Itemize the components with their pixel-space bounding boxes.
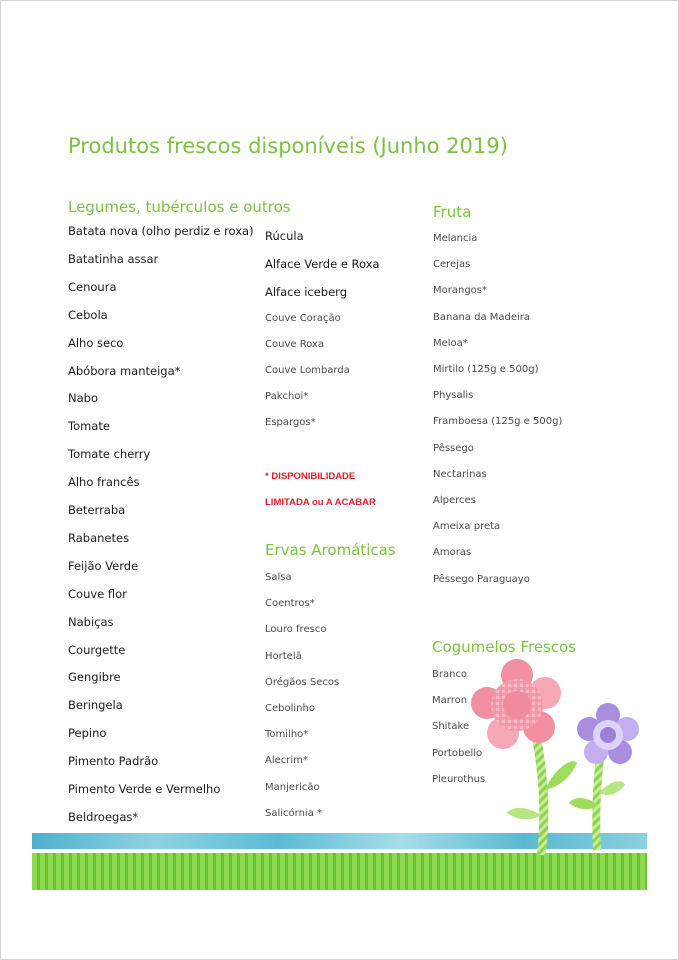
list-item: Pakchoi* [265,391,309,403]
list-item: Rúcula [265,229,304,243]
list-item: Alho seco [68,335,124,350]
list-item: Nabiças [68,614,114,629]
list-item: Banana da Madeira [433,311,531,323]
list-item: Feijão Verde [68,558,139,573]
list-item: Morangos* [433,285,487,297]
list-item: Cebolinho [265,703,315,714]
list-item: Orégãos Secos [265,676,340,688]
list-item: Pleurothus [432,773,486,785]
list-item: Pimento Padrão [68,754,159,769]
list-item: Gengibre [68,670,121,685]
list-item: Tomate cherry [68,447,151,462]
list-item: Alface iceberg [265,285,348,299]
list-item: Alperces [433,495,476,506]
list-item: Batatinha assar [68,251,159,266]
list-item: Espargos* [265,417,316,429]
list-item: Pêssego [433,442,474,454]
availability-notice-line1: * DISPONIBILIDADE [265,471,356,482]
list-item: Branco [432,669,468,680]
list-item: Nabo [68,391,98,406]
list-item: Mirtilo (125g e 500g) [433,364,539,375]
pink-flower [471,659,561,749]
list-item: Batata nova (olho perdiz e roxa) [68,224,254,238]
list-item: Marron [432,695,468,707]
list-item: Beringela [68,698,123,713]
list-item: Pêssego Paraguayo [433,573,530,585]
list-item: Couve Roxa [265,339,325,351]
list-item: Cerejas [433,259,471,271]
list-item: Rabanetes [68,530,130,545]
list-item: Pimento Verde e Vermelho [68,782,221,796]
list-item: Physalis [433,390,474,402]
list-item: Louro fresco [265,624,327,636]
list-item: Courgette [68,642,126,657]
section-heading-legumes: Legumes, tubérculos e outros [68,198,291,216]
list-item: Couve Coração [265,313,341,324]
list-item: Abóbora manteiga* [68,363,181,378]
list-item: Melancia [433,233,478,244]
purple-flower [577,703,639,764]
list-item: Couve Lombarda [265,365,350,377]
section-heading-cogumelos: Cogumelos Frescos [432,638,577,656]
list-item: Alho francês [68,475,140,490]
list-item: Manjericão [265,781,320,793]
list-item: Alecrim* [265,755,308,767]
flowers-illustration [455,655,655,860]
list-item: Tomate [68,419,110,434]
list-item: Framboesa (125g e 500g) [433,416,563,428]
list-item: Hortelã [265,650,302,662]
list-item: Coentros* [265,598,315,610]
availability-notice-line2: LIMITADA ou A ACABAR [265,497,376,508]
page-title: Produtos frescos disponíveis (Junho 2019) [68,134,508,158]
section-heading-fruta: Fruta [433,203,472,221]
list-item: Cebola [68,307,108,322]
list-item: Beterraba [68,503,126,517]
list-item: Salicórnia * [265,807,323,819]
list-item: Shitake [432,721,470,733]
list-item: Meloa* [433,337,468,349]
section-heading-ervas: Ervas Aromáticas [265,541,396,559]
list-item: Tomilho* [265,729,309,741]
list-item: Ameixa preta [433,521,501,533]
list-item: Salsa [265,572,292,583]
list-item: Couve flor [68,586,127,601]
list-item: Alface Verde e Roxa [265,257,380,271]
list-item: Amoras [433,547,472,559]
list-item: Pepino [68,726,107,741]
list-item: Cenoura [68,279,117,294]
list-item: Beldroegas* [68,809,139,824]
list-item: Nectarinas [433,468,487,480]
list-item: Portobello [432,747,483,759]
